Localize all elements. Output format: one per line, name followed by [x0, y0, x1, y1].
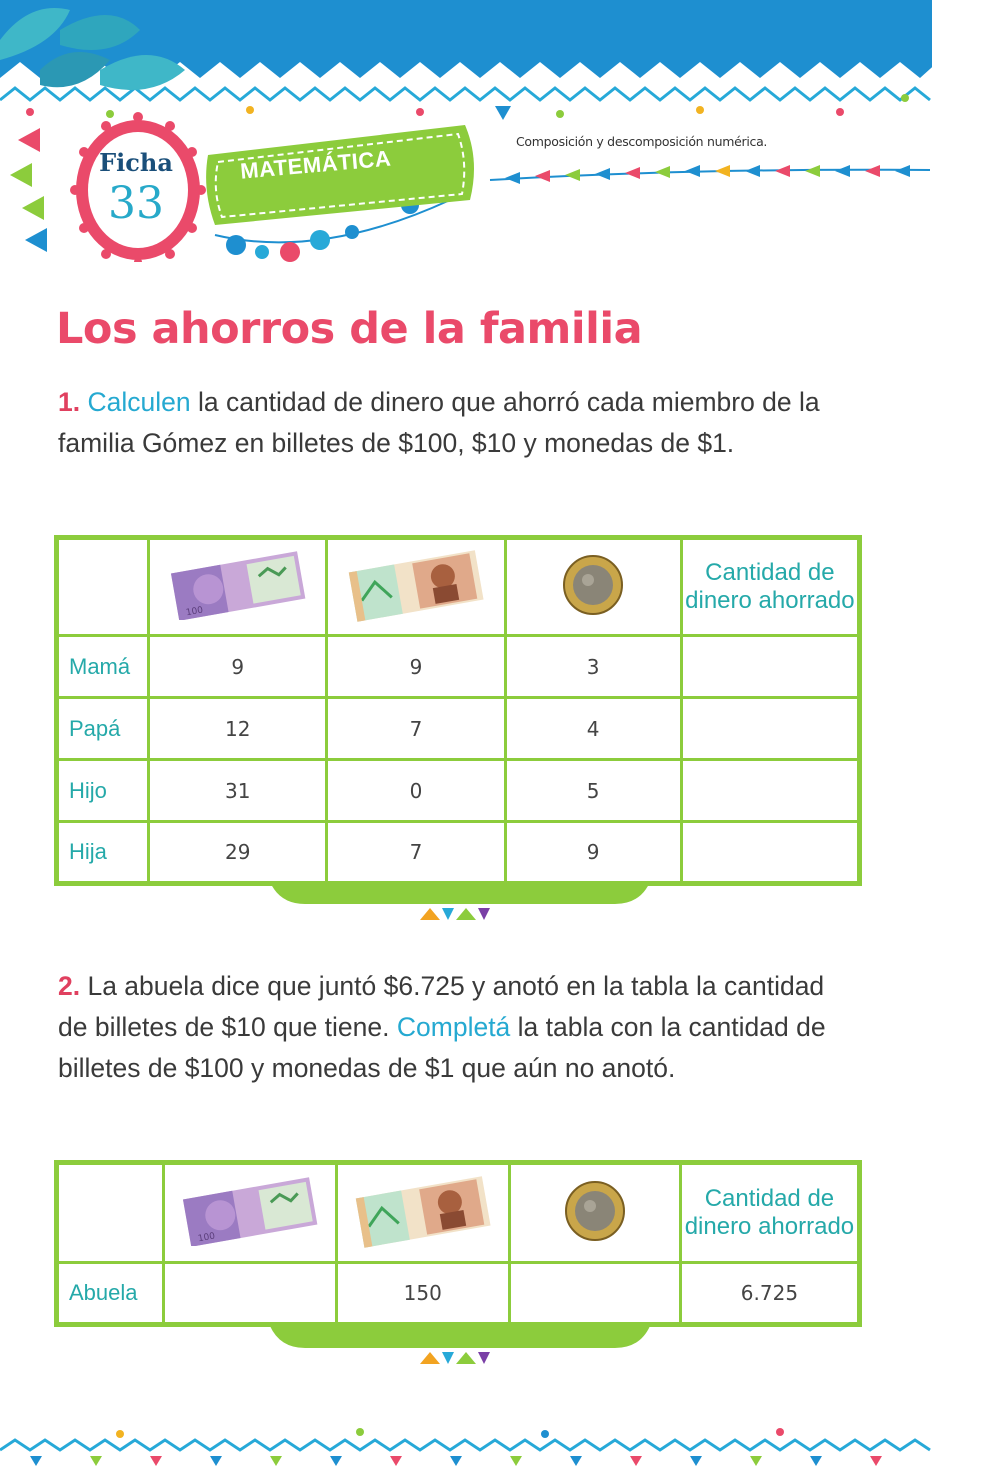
- row-name-mama: Mamá: [57, 636, 149, 698]
- cell-total-input[interactable]: [681, 822, 859, 884]
- footer-decoration: [0, 1420, 1000, 1472]
- cell-b100: 29: [149, 822, 327, 884]
- bill-10-header: [327, 538, 505, 636]
- row-name-papa: Papá: [57, 698, 149, 760]
- cell-b10: 150: [336, 1263, 509, 1325]
- exercise-1-verb: Calculen: [87, 387, 191, 417]
- amount-header: Cantidad de dinero ahorrado: [680, 1163, 859, 1263]
- exercise-2-verb: Completá: [396, 1012, 511, 1042]
- ficha-number: 33: [108, 178, 164, 229]
- cell-c1-input[interactable]: [509, 1263, 680, 1325]
- subject-label: MATEMÁTICA: [239, 145, 393, 184]
- cell-c1: 9: [505, 822, 681, 884]
- coin-1-icon: [561, 553, 625, 617]
- cell-total-input[interactable]: [681, 636, 859, 698]
- exercise-1-instructions: [58, 382, 858, 464]
- coin-1-header: [509, 1163, 680, 1263]
- table-row: [57, 1263, 860, 1325]
- exercise-2-number: 2.: [58, 971, 81, 1001]
- cell-c1: 3: [505, 636, 681, 698]
- bill-10-header: [336, 1163, 509, 1263]
- bill-10-icon: [346, 545, 486, 625]
- topic-label: Composición y descomposición numérica.: [516, 134, 768, 149]
- amount-header: Cantidad de dinero ahorrado: [681, 538, 859, 636]
- cell-b10: 7: [327, 698, 505, 760]
- cell-b10: 0: [327, 760, 505, 822]
- page-title: Los ahorros de la familia: [56, 304, 643, 354]
- cell-total-input[interactable]: [681, 698, 859, 760]
- coin-1-header: [505, 538, 681, 636]
- bill-10-icon: [353, 1171, 493, 1251]
- cell-b100: 9: [149, 636, 327, 698]
- table-row: [57, 636, 860, 698]
- table-header-row: [57, 1163, 860, 1263]
- ficha-label: Ficha: [99, 148, 173, 177]
- cell-total: 6.725: [680, 1263, 859, 1325]
- cell-c1: 4: [505, 698, 681, 760]
- table-1-tab: [270, 882, 650, 924]
- table-row: [57, 822, 860, 884]
- corner-cell: [57, 538, 149, 636]
- bill-100-header: [163, 1163, 336, 1263]
- exercise-1-text: la cantidad de dinero que ahorró cada miembro de la familia Gómez en billetes de $100, $10 y monedas de $1.: [58, 387, 820, 458]
- exercise-2-text-a: La abuela dice que juntó $6.725 y anotó en la tabla la cantidad de billetes de $10 que tiene.: [58, 971, 825, 1042]
- corner-cell: [57, 1163, 164, 1263]
- savings-table: [54, 535, 862, 886]
- exercise-1-number: 1.: [58, 387, 81, 417]
- cell-b100: 31: [149, 760, 327, 822]
- row-name-hijo: Hijo: [57, 760, 149, 822]
- table-row: [57, 760, 860, 822]
- cell-b100: 12: [149, 698, 327, 760]
- coin-1-icon: [563, 1179, 627, 1243]
- exercise-2-text-b: la tabla con la cantidad de billetes de $100 y monedas de $1 que aún no anotó.: [58, 1012, 826, 1083]
- grandma-table: [54, 1160, 862, 1327]
- table-header-row: [57, 538, 860, 636]
- bill-100-header: [149, 538, 327, 636]
- row-name-hija: Hija: [57, 822, 149, 884]
- cell-total-input[interactable]: [681, 760, 859, 822]
- table-2-tab: [270, 1326, 650, 1368]
- cell-b10: 7: [327, 822, 505, 884]
- bill-100-icon: [182, 1176, 318, 1246]
- cell-b10: 9: [327, 636, 505, 698]
- cell-c1: 5: [505, 760, 681, 822]
- svg-text:100: 100: [196, 1231, 216, 1244]
- row-name-abuela: Abuela: [57, 1263, 164, 1325]
- bill-100-icon: [170, 550, 306, 620]
- cell-b100-input[interactable]: [163, 1263, 336, 1325]
- right-margin: [932, 0, 1000, 1472]
- svg-text:100: 100: [185, 605, 204, 618]
- exercise-2-instructions: [58, 966, 858, 1089]
- table-row: [57, 698, 860, 760]
